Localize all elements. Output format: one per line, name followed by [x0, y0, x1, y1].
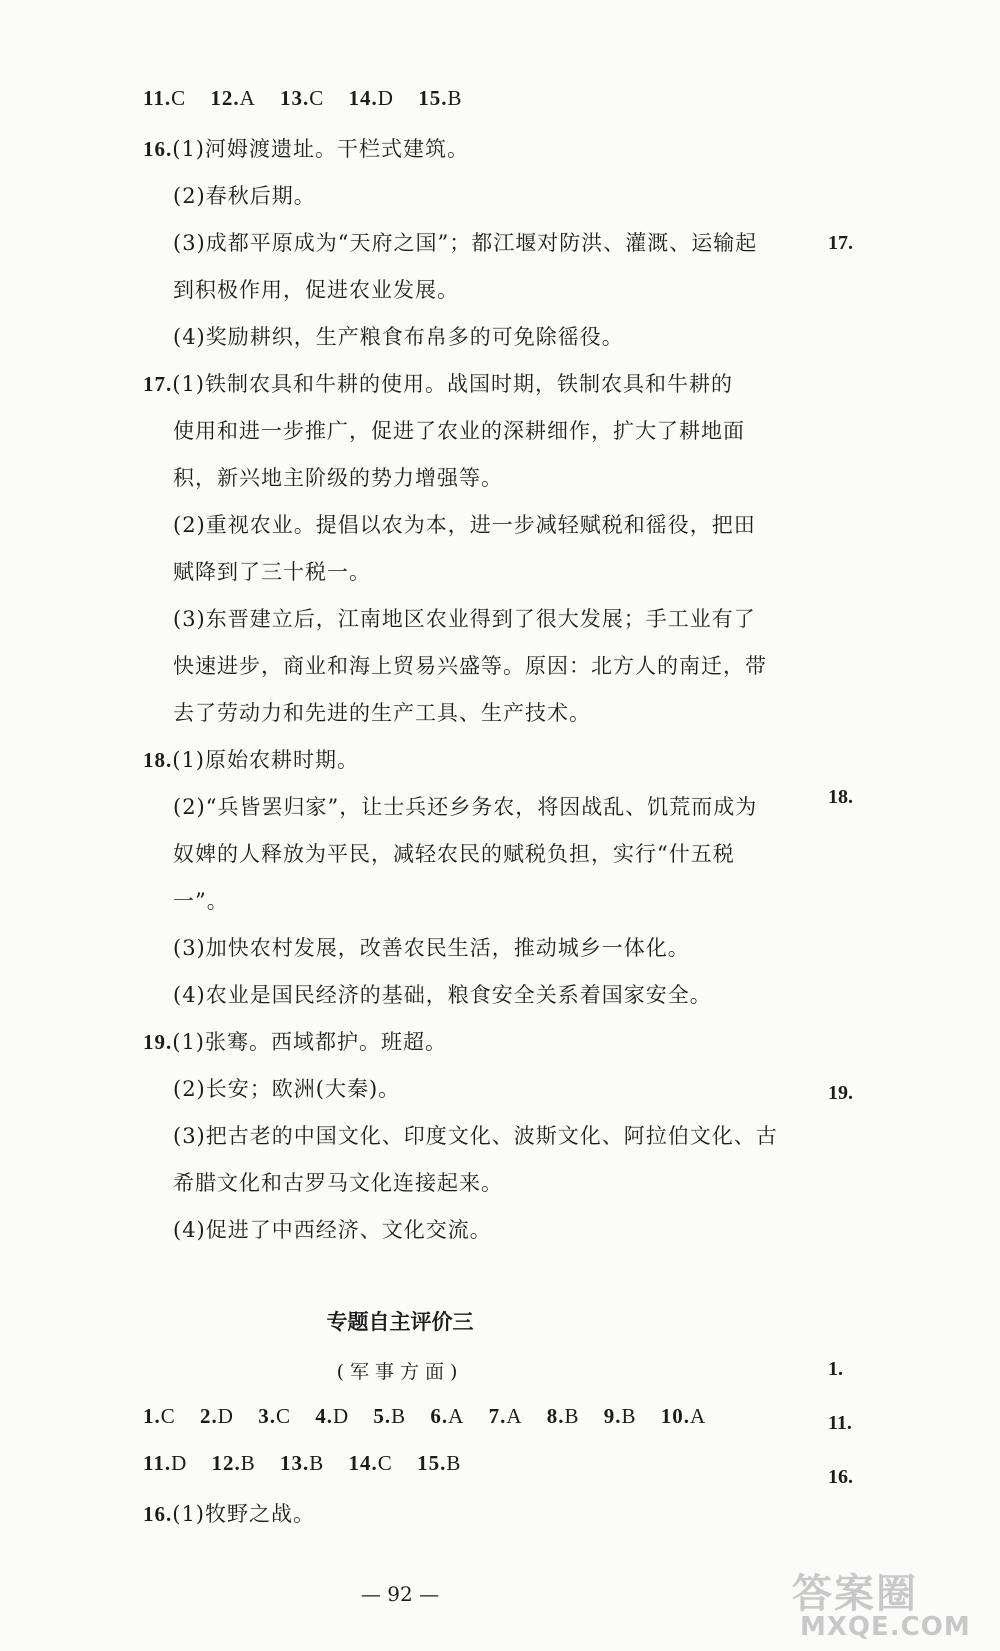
q19-line-5: (4)促进了中西经济、文化交流。: [173, 1218, 492, 1242]
section-title: 专题自主评价三: [326, 1310, 474, 1334]
q18-number: 18.: [143, 748, 173, 772]
item-num: 12.: [211, 1451, 241, 1475]
item-ans: A: [690, 1404, 707, 1428]
edge-number-19: 19.: [828, 1082, 853, 1104]
q16b-line-1: [143, 1498, 315, 1528]
q18-line-6: (4)农业是国民经济的基础，粮食安全关系着国家安全。: [173, 983, 712, 1007]
item-num: 15.: [418, 86, 448, 110]
answer-row-1-10: [143, 1404, 724, 1429]
q18-text-1: (1)原始农耕时期。: [172, 748, 359, 772]
item-num: 9.: [603, 1404, 622, 1428]
q16b-number: 16.: [143, 1502, 173, 1526]
item-num: 7.: [488, 1404, 507, 1428]
q17-line-1: [143, 368, 733, 398]
q17-number: 17.: [143, 372, 173, 396]
q17-line-8: 去了劳动力和先进的生产工具、生产技术。: [173, 701, 591, 725]
item-num: 13.: [280, 86, 310, 110]
item-ans: C: [171, 86, 187, 110]
item-ans: A: [239, 86, 256, 110]
q16-line-1: [143, 133, 469, 163]
q16-line-5: (4)奖励耕织，生产粮食布帛多的可免除徭役。: [173, 325, 624, 349]
item-ans: B: [447, 86, 463, 110]
item-ans: A: [506, 1404, 523, 1428]
item-num: 12.: [210, 86, 240, 110]
q16-number: 16.: [143, 137, 173, 161]
item-ans: C: [377, 1451, 393, 1475]
q18-line-1: [143, 744, 359, 774]
item-num: 14.: [348, 86, 378, 110]
item-ans: D: [377, 86, 394, 110]
item-ans: D: [332, 1404, 350, 1428]
answer-row-11-15: [143, 86, 480, 111]
answer-row-11-15-b: [143, 1451, 479, 1476]
q19-text-1: (1)张骞。西域都护。班超。: [172, 1030, 447, 1054]
edge-number-17: 17.: [828, 232, 853, 254]
q17-line-5: 赋降到了三十税一。: [173, 560, 371, 584]
item-ans: D: [217, 1404, 234, 1428]
q18-line-2: (2)“兵皆罢归家”，让士兵还乡务农，将因战乱、饥荒而成为: [173, 795, 758, 819]
item-ans: D: [171, 1451, 188, 1475]
item-ans: B: [621, 1404, 637, 1428]
watermark-bottom: MXQE.COM: [800, 1612, 971, 1642]
edge-number-16: 16.: [828, 1466, 853, 1488]
item-ans: B: [240, 1451, 256, 1475]
q17-line-2: 使用和进一步推广，促进了农业的深耕细作，扩大了耕地面: [173, 419, 745, 443]
q17-text-1: (1)铁制农具和牛耕的使用。战国时期，铁制农具和牛耕的: [172, 372, 733, 396]
item-num: 2.: [200, 1404, 218, 1428]
q19-number: 19.: [143, 1030, 173, 1054]
item-ans: C: [275, 1404, 291, 1428]
item-num: 11.: [143, 1451, 172, 1475]
item-num: 13.: [280, 1451, 310, 1475]
item-ans: B: [391, 1404, 407, 1428]
item-ans: B: [446, 1451, 462, 1475]
item-num: 5.: [373, 1404, 392, 1428]
q19-line-2: (2)长安；欧洲(大秦)。: [173, 1077, 401, 1101]
q19-line-3: (3)把古老的中国文化、印度文化、波斯文化、阿拉伯文化、古: [173, 1124, 778, 1148]
item-num: 1.: [143, 1404, 161, 1428]
item-num: 3.: [258, 1404, 276, 1428]
item-num: 11.: [143, 86, 172, 110]
item-num: 14.: [348, 1451, 378, 1475]
item-ans: B: [564, 1404, 580, 1428]
q18-line-3: 奴婢的人释放为平民，减轻农民的赋税负担，实行“什五税: [173, 842, 735, 866]
q16b-text-1: (1)牧野之战。: [172, 1502, 315, 1526]
item-ans: C: [160, 1404, 176, 1428]
q16-line-2: (2)春秋后期。: [173, 184, 316, 208]
q17-line-7: 快速进步，商业和海上贸易兴盛等。原因：北方人的南迁，带: [173, 654, 767, 678]
item-ans: A: [448, 1404, 465, 1428]
edge-number-18: 18.: [828, 786, 853, 808]
q17-line-4: (2)重视农业。提倡以农为本，进一步减轻赋税和徭役，把田: [173, 513, 756, 537]
item-num: 10.: [660, 1404, 691, 1428]
q17-line-6: (3)东晋建立后，江南地区农业得到了很大发展；手工业有了: [173, 607, 756, 631]
item-num: 15.: [417, 1451, 447, 1475]
q17-line-3: 积，新兴地主阶级的势力增强等。: [173, 466, 503, 490]
section-subtitle: (军事方面): [336, 1361, 464, 1383]
q16-line-4: 到积极作用，促进农业发展。: [173, 278, 459, 302]
q16-line-3: (3)成都平原成为“天府之国”；都江堰对防洪、灌溉、运输起: [173, 231, 758, 255]
item-ans: C: [309, 86, 325, 110]
item-ans: B: [309, 1451, 325, 1475]
q18-line-4: 一”。: [173, 889, 229, 913]
edge-number-11: 11.: [828, 1412, 852, 1434]
q19-line-4: 希腊文化和古罗马文化连接起来。: [173, 1171, 503, 1195]
watermark-top: 答案圈: [792, 1571, 918, 1617]
page-number: — 92 —: [360, 1582, 440, 1606]
q19-line-1: [143, 1026, 447, 1056]
item-num: 4.: [315, 1404, 333, 1428]
item-num: 6.: [430, 1404, 449, 1428]
edge-number-1: 1.: [828, 1358, 843, 1380]
item-num: 8.: [546, 1404, 565, 1428]
q16-text-1: (1)河姆渡遗址。干栏式建筑。: [172, 137, 469, 161]
q18-line-5: (3)加快农村发展，改善农民生活，推动城乡一体化。: [173, 936, 690, 960]
